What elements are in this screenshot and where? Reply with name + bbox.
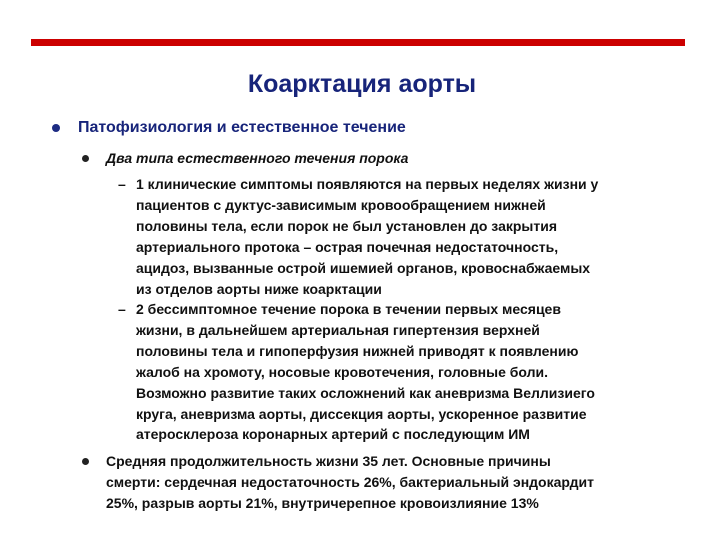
point-1-text [136, 174, 598, 299]
point-2-line: Возможно развитие таких осложнений как аневризма Веллизиего [136, 384, 595, 401]
point-2-line: 2 бессимптомное течение порока в течении первых месяцев [136, 301, 561, 317]
section-subheading: Два типа естественного течения порока [106, 150, 409, 166]
bullet-dot-level2 [82, 155, 89, 162]
lifespan-line: 25%, разрыв аорты 21%, внутричерепное кровоизлияние 13% [106, 494, 539, 511]
lifespan-line: Средняя продолжительность жизни 35 лет. Основные причины [106, 453, 551, 469]
slide-title [0, 69, 720, 99]
section-heading: Патофизиология и естественное течение [78, 119, 406, 136]
point-1-line: из отделов аорты ниже коарктации [136, 280, 382, 297]
point-1-dash: – [118, 176, 126, 192]
title-accent-rule [31, 39, 685, 46]
point-1-line: артериального протока – острая почечная недостаточность, [136, 238, 559, 255]
point-2-line: круга, аневризма аорты, диссекция аорты, ускоренное развитие [136, 405, 587, 422]
point-1-line: пациентов с дуктус-зависимым кровообращением нижней [136, 196, 546, 213]
point-1-line: 1 клинические симптомы появляются на первых неделях жизни у [136, 176, 599, 192]
point-2-line: атеросклероза коронарных артерий с последующим ИМ [136, 426, 530, 443]
slide-title-text: Коарктация аорты [247, 70, 477, 98]
point-2-dash: – [118, 301, 126, 317]
bullet-dot-level1 [52, 124, 60, 132]
point-2-text [136, 299, 595, 445]
bullet-dot-level2 [82, 458, 89, 465]
point-1-line: половины тела, если порок не был установлен до закрытия [136, 217, 558, 234]
lifespan-line: смерти: сердечная недостаточность 26%, бактериальный эндокардит [106, 473, 594, 490]
point-2-line: половины тела и гипоперфузия нижней приводят к появлению [136, 342, 579, 359]
point-1-line: ацидоз, вызванные острой ишемией органов, кровоснабжаемых [136, 259, 591, 276]
point-2-line: жизни, в дальнейшем артериальная гипертензия верхней [136, 321, 540, 338]
lifespan-text [106, 451, 594, 514]
point-2-line: жалоб на хромоту, носовые кровотечения, головные боли. [136, 363, 549, 380]
